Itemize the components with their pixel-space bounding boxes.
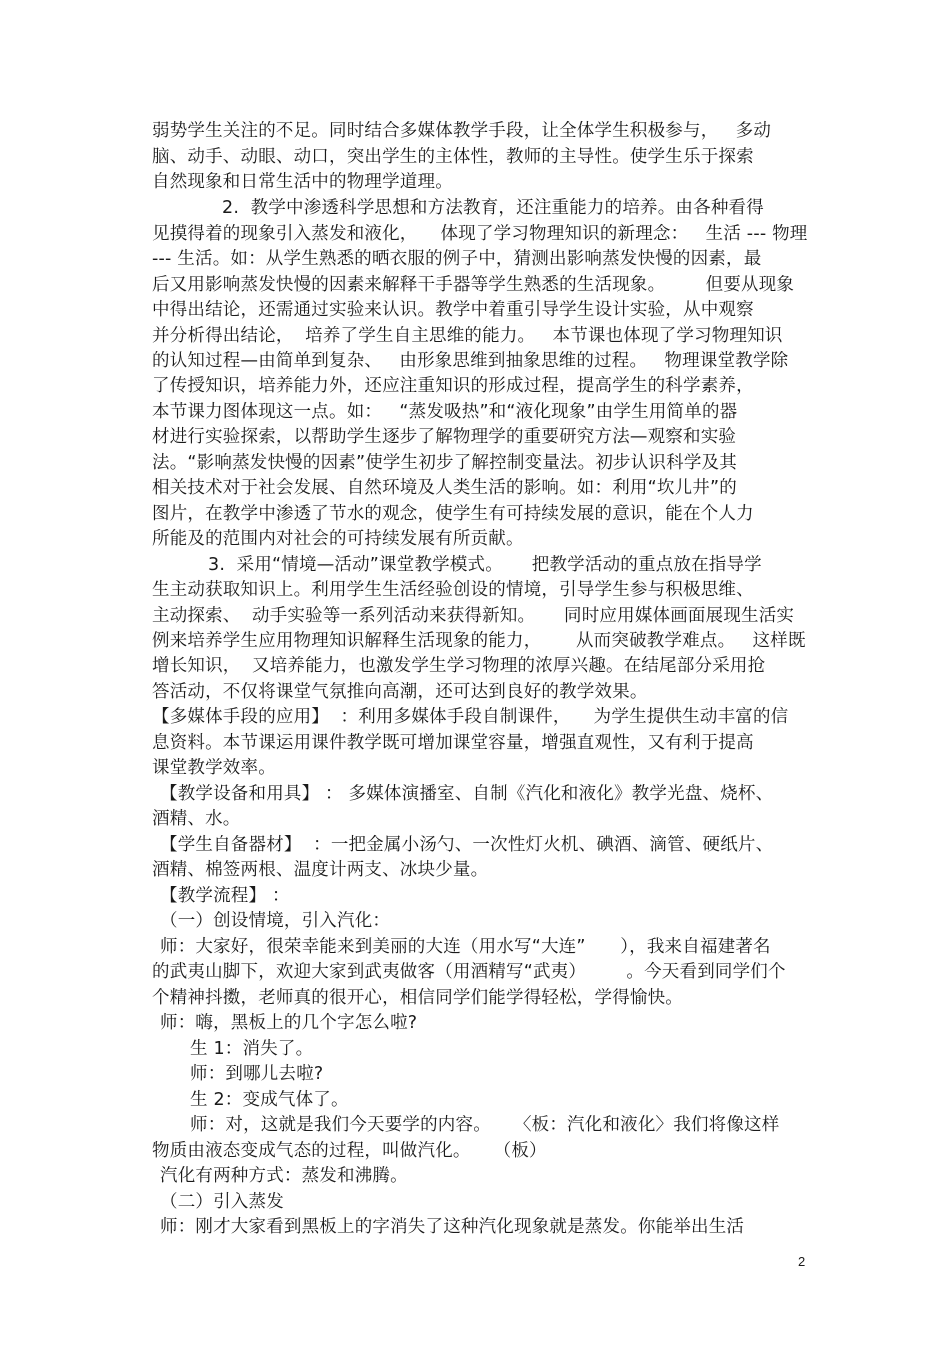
text-line: 2. 教学中渗透科学思想和方法教育，还注重能力的培养。由各种看得 [222,198,764,218]
text-line: 师：刚才大家看到黑板上的字消失了这种汽化现象就是蒸发。你能举出生活 [160,1217,745,1237]
text-line: 师：嗨，黑板上的几个字怎么啦? [160,1013,418,1033]
text-line: 法。“影响蒸发快慢的因素”使学生初步了解控制变量法。初步认识科学及其 [152,453,737,473]
text-line: 【学生自备器材】 ：一把金属小汤勺、一次性灯火机、碘酒、滴管、硬纸片、 [160,835,774,855]
text-line: 3. 采用“情境—活动”课堂教学模式。 把教学活动的重点放在指导学 [208,555,762,575]
page-number: 2 [798,1254,806,1269]
text-line: 生 2：变成气体了。 [190,1090,349,1110]
text-line: 师：大家好，很荣幸能来到美丽的大连（用水写“大连” ），我来自福建著名 [160,937,771,957]
text-line: 师：到哪儿去啦? [190,1064,324,1084]
text-line: 酒精、水。 [152,809,241,829]
text-line: 主动探索、 动手实验等一系列活动来获得新知。 同时应用媒体画面展现生活实 [152,606,795,626]
text-line: 【教学设备和用具】 ： 多媒体演播室、自制《汽化和液化》教学光盘、烧杯、 [160,784,774,804]
text-line: 物质由液态变成气态的过程，叫做汽化。 （板） [152,1141,547,1161]
text-line: 汽化有两种方式：蒸发和沸腾。 [160,1166,408,1186]
text-line: 所能及的范围内对社会的可持续发展有所贡献。 [152,529,524,549]
text-line: 了传授知识，培养能力外，还应注重知识的形成过程，提高学生的科学素养， [152,376,754,396]
text-line: 【多媒体手段的应用】 ：利用多媒体手段自制课件， 为学生提供生动丰富的信 [152,707,789,727]
text-line: 生 1：消失了。 [190,1039,314,1059]
text-line: 课堂教学效率。 [152,758,276,778]
text-line: 生主动获取知识上。利用学生生活经验创设的情境，引导学生参与积极思维、 [152,580,754,600]
text-line: 见摸得着的现象引入蒸发和液化， 体现了学习物理知识的新理念： 生活 --- 物理 [152,224,808,244]
text-line: （二）引入蒸发 [160,1192,284,1212]
text-line: 后又用影响蒸发快慢的因素来解释干手器等学生熟悉的生活现象。 但要从现象 [152,275,795,295]
text-line: 材进行实验探索，以帮助学生逐步了解物理学的重要研究方法—观察和实验 [152,427,737,447]
text-line: --- 生活。如：从学生熟悉的晒衣服的例子中，猜测出影响蒸发快慢的因素，最 [152,249,762,269]
text-line: 增长知识， 又培养能力，也激发学生学习物理的浓厚兴趣。在结尾部分采用抢 [152,656,766,676]
text-line: 相关技术对于社会发展、自然环境及人类生活的影响。如：利用“坎儿井”的 [152,478,737,498]
text-line: 弱势学生关注的不足。同时结合多媒体教学手段，让全体学生积极参与， 多动 [152,121,772,141]
text-line: 脑、动手、动眼、动口，突出学生的主体性，教师的主导性。使学生乐于探索 [152,147,754,167]
text-line: 的认知过程—由简单到复杂、 由形象思维到抽象思维的过程。 物理课堂教学除 [152,351,789,371]
text-line: （一）创设情境，引入汽化： [160,911,391,931]
text-line: 本节课力图体现这一点。如： “蒸发吸热”和“液化现象”由学生用简单的器 [152,402,738,422]
text-line: 酒精、棉签两根、温度计两支、冰块少量。 [152,860,489,880]
text-line: 个精神抖擞，老师真的很开心，相信同学们能学得轻松，学得愉快。 [152,988,683,1008]
text-line: 答活动，不仅将课堂气氛推向高潮，还可达到良好的教学效果。 [152,682,648,702]
text-line: 中得出结论，还需通过实验来认识。教学中着重引导学生设计实验，从中观察 [152,300,754,320]
text-line: 自然现象和日常生活中的物理学道理。 [152,172,453,192]
text-line: 师：对，这就是我们今天要学的内容。 〈板：汽化和液化〉我们将像这样 [190,1115,780,1135]
text-line: 图片，在教学中渗透了节水的观念，使学生有可持续发展的意识，能在个人力 [152,504,754,524]
text-line: 【教学流程】 ： [160,886,290,906]
text-line: 例来培养学生应用物理知识解释生活现象的能力， 从而突破教学难点。 这样既 [152,631,806,651]
text-line: 并分析得出结论， 培养了学生自主思维的能力。 本节课也体现了学习物理知识 [152,326,783,346]
text-line: 息资料。本节课运用课件教学既可增加课堂容量，增强直观性，又有利于提高 [152,733,754,753]
text-line: 的武夷山脚下，欢迎大家到武夷做客（用酒精写“武夷） 。今天看到同学们个 [152,962,786,982]
